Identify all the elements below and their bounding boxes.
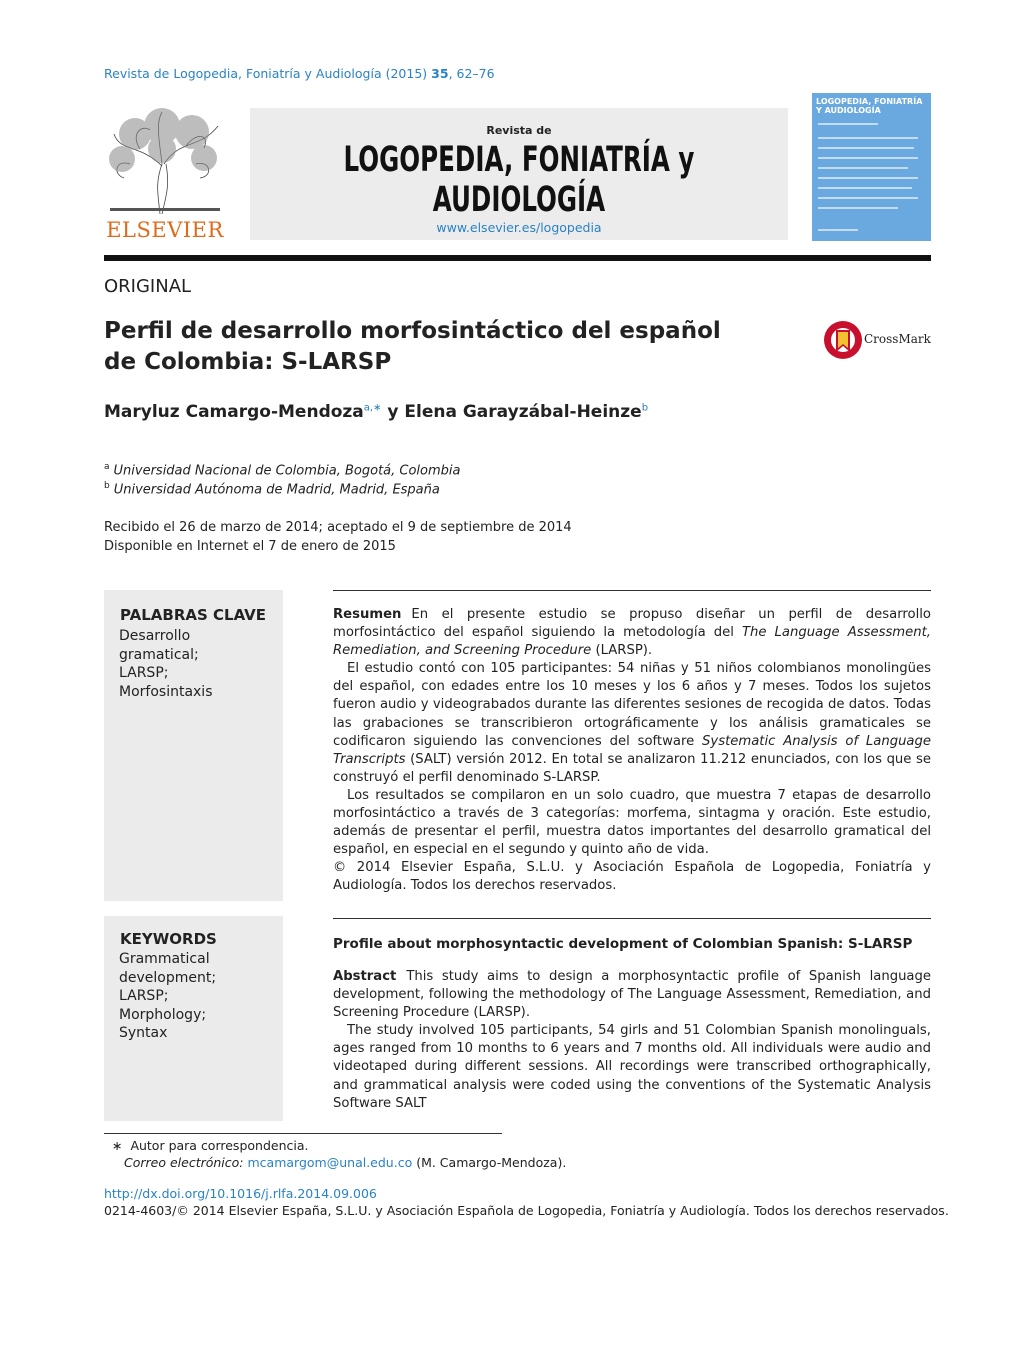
elsevier-wordmark: ELSEVIER (106, 218, 224, 242)
english-title: Profile about morphosyntactic development of Colombian Spanish: S-LARSP (333, 936, 913, 952)
footnote-divider (104, 1133, 502, 1134)
resumen-copyright: © 2014 Elsevier España, S.L.U. y Asociación Española de Logopedia, Foniatría y Audiología. Todos los derechos reservados. (333, 860, 931, 894)
citation-journal: Revista de Logopedia, Foniatría y Audiología (2015) (104, 66, 428, 81)
crossmark-label: CrossMark (864, 332, 931, 346)
affiliation (104, 462, 461, 478)
abstract-text: This study aims to design a morphosyntactic profile of Spanish language development, following the methodology of The Language Assessment, Remediation, and Screening Procedure (LARSP). (333, 969, 931, 1021)
keyword: development; (119, 969, 217, 986)
abstract-en-block (333, 968, 931, 1113)
citation-volume: 35 (431, 66, 449, 81)
author-connector: y (381, 402, 405, 422)
doi-link[interactable]: http://dx.doi.org/10.1016/j.rlfa.2014.09.006 (104, 1186, 377, 1201)
abstract-en-divider (333, 918, 931, 919)
keyword: LARSP; (119, 988, 169, 1004)
section-label: ORIGINAL (104, 276, 192, 297)
keyword: Syntax (119, 1025, 168, 1041)
email-link[interactable]: mcamargom@unal.edu.co (247, 1155, 413, 1170)
issn-copyright: 0214-4603/© 2014 Elsevier España, S.L.U. y Asociación Española de Logopedia, Foniatría y Audiología. Todos los derechos reservados. (104, 1203, 949, 1218)
keyword: LARSP; (119, 665, 169, 681)
keywords-es-list (119, 627, 213, 701)
author-marks[interactable]: a,∗ (363, 402, 382, 414)
author-name: Maryluz Camargo-Mendoza (104, 402, 364, 422)
journal-url-link[interactable]: www.elsevier.es/logopedia (436, 220, 602, 235)
resumen-text: En el presente estudio se propuso diseñar un perfil de desarrollo morfosintáctico del español siguiendo la metodología del (333, 607, 931, 641)
resumen-italic: Systematic Analysis of Language Transcripts (333, 733, 932, 767)
resumen-text: El estudio contó con 105 participantes: 54 niñas y 51 niños colombianos monolingües del español, con edades entre los 10 meses y los 6 años y 7 meses. Todos los sujetos fueron audio y videograbados durante las diferentes sesiones de recogida de datos. Todas las grabaciones se transcribieron ortográficamente y los análisis gramaticales se codificaron siguiendo las convenciones del software (333, 661, 931, 749)
journal-title: LOGOPEDIA, FONIATRÍA y AUDIOLOGÍA (343, 140, 695, 220)
available-date: Disponible en Internet el 7 de enero de 2015 (104, 539, 396, 554)
keywords-en-box (104, 916, 283, 1121)
keywords-es-box (104, 590, 283, 901)
keyword: Grammatical (119, 951, 210, 967)
footnote-text: Autor para correspondencia. (130, 1138, 309, 1153)
keyword: Morfosintaxis (119, 683, 213, 700)
keyword: gramatical; (119, 646, 199, 663)
citation-pages: , 62–76 (448, 66, 495, 81)
revista-de-label: Revista de (486, 124, 552, 137)
article-title: Perfil de desarrollo morfosintáctico del español de Colombia: S-LARSP (104, 318, 721, 375)
keyword: Desarrollo (119, 628, 191, 644)
corresponding-author-note (112, 1138, 308, 1153)
resumen-label: Resumen (333, 607, 402, 622)
journal-cover-thumbnail (812, 93, 931, 241)
author-marks[interactable]: b (641, 402, 649, 414)
author-name: Elena Garayzábal-Heinze (404, 402, 642, 422)
affiliation-mark: a (104, 462, 110, 472)
keywords-en-list (119, 950, 216, 1043)
resumen-italic: The Language Assessment, Remediation, and Screening Procedure (333, 625, 931, 659)
resumen-text: (SALT) versión 2012. En total se analizaron 11.212 enunciados, con los que se construyó el perfil denominado S-LARSP. (333, 751, 931, 785)
email-owner: (M. Camargo-Mendoza). (412, 1155, 567, 1170)
author-list (104, 402, 648, 422)
abstract-label: Abstract (333, 969, 397, 984)
abstract-divider (333, 590, 931, 591)
header-divider (104, 255, 931, 261)
affiliation-text: Universidad Autónoma de Madrid, Madrid, España (113, 482, 440, 498)
cover-title: LOGOPEDIA, FONIATRÍA Y AUDIOLOGÍA (816, 97, 923, 115)
resumen-text: (LARSP). (591, 643, 653, 659)
email-note (124, 1155, 566, 1170)
citation-line[interactable] (104, 66, 495, 81)
received-dates: Recibido el 26 de marzo de 2014; aceptado el 9 de septiembre de 2014 (104, 520, 572, 535)
resumen-block (333, 606, 931, 896)
abstract-paragraph: The study involved 105 participants, 54 girls and 51 Colombian Spanish monolinguals, ages ranged from 10 months to 6 years and 7 months old. All individuals were audio and videotaped during different sessions. All recordings were transcribed orthographically, and grammatical analysis were coded using the conventions of the Systematic Analysis Software SALT (333, 1023, 931, 1111)
email-label: Correo electrónico: (124, 1155, 244, 1170)
affiliation-text: Universidad Nacional de Colombia, Bogotá, Colombia (113, 463, 461, 479)
resumen-paragraph: Los resultados se compilaron en un solo cuadro, que muestra 7 etapas de desarrollo morfosintáctico a través de 3 categorías: morfema, sintagma y oración. Este estudio, además de presentar el perfil, muestra datos importantes del desarrollo gramatical del español, en especial en el segundo y quinto año de vida. (333, 787, 931, 858)
footnote-star: ∗ (112, 1138, 123, 1153)
affiliation-mark: b (104, 481, 110, 491)
keyword: Morphology; (119, 1006, 207, 1023)
keywords-es-heading: PALABRAS CLAVE (120, 606, 267, 624)
keywords-en-heading: KEYWORDS (120, 930, 217, 948)
affiliation (104, 481, 440, 497)
